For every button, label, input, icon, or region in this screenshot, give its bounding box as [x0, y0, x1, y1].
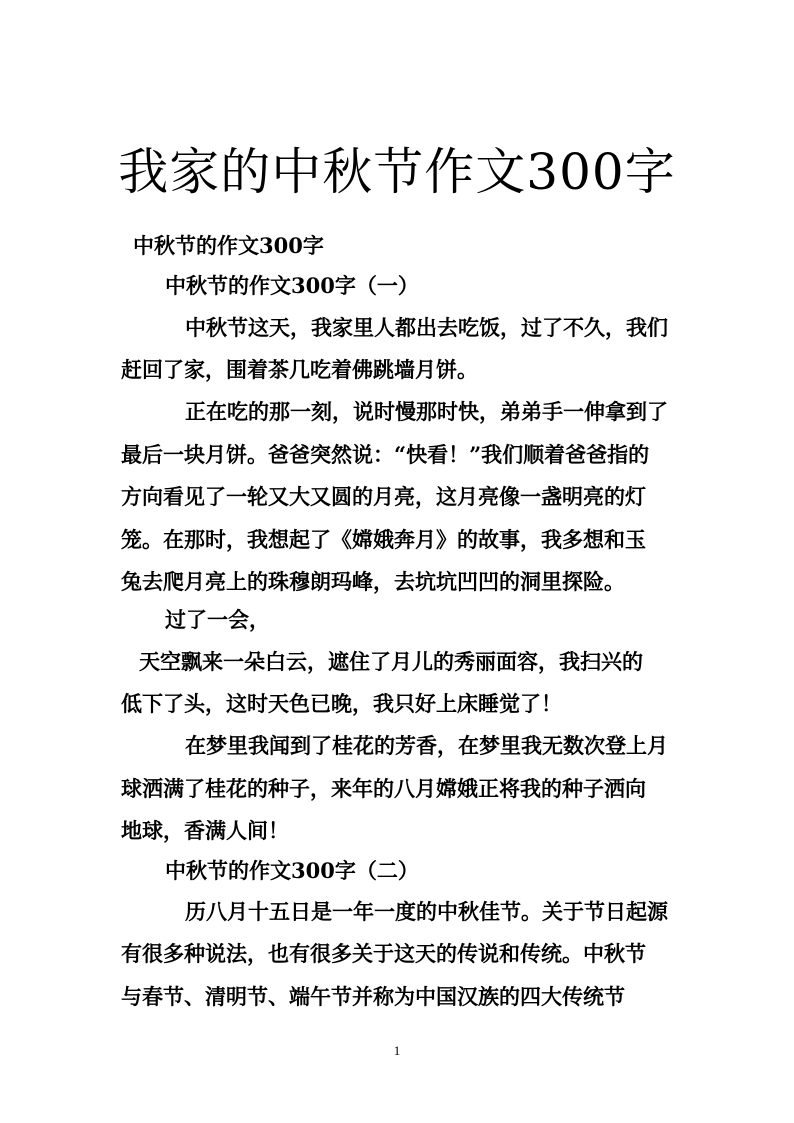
paragraph-2-line-4: 笼。在那时，我想起了《嫦娥奔月》的故事，我多想和玉 [121, 527, 646, 552]
paragraph-5-line-2: 有很多种说法，也有很多关于这天的传说和传统。中秋节 [121, 941, 646, 966]
paragraph-4-line-2: 球洒满了桂花的种子，来年的八月嫦娥正将我的种子洒向 [121, 776, 646, 801]
paragraph-4-line-3: 地球，香满人间！ [121, 818, 289, 843]
paragraph-2-line-5: 兔去爬月亮上的珠穆朗玛峰，去坑坑凹凹的洞里探险。 [121, 569, 625, 594]
paragraph-3-line-1: 过了一会， [165, 607, 270, 632]
paragraph-1-line-2: 赶回了家，围着茶几吃着佛跳墙月饼。 [121, 357, 478, 382]
paragraph-2-line-2: 最后一块月饼。爸爸突然说：“快看！”我们顺着爸爸指的 [121, 442, 650, 467]
section-heading-1: 中秋节的作文300字（一） [165, 273, 419, 298]
section-heading-2: 中秋节的作文300字（二） [165, 858, 419, 883]
paragraph-4-line-1: 在梦里我闻到了桂花的芳香，在梦里我无数次登上月 [185, 733, 668, 758]
subtitle: 中秋节的作文300字 [133, 233, 324, 258]
paragraph-2-line-3: 方向看见了一轮又大又圆的月亮，这月亮像一盏明亮的灯 [121, 484, 646, 509]
paragraph-5-line-1: 历八月十五日是一年一度的中秋佳节。关于节日起源 [185, 899, 668, 924]
document-title: 我家的中秋节作文300字 [118, 143, 676, 201]
paragraph-2-line-1: 正在吃的那一刻，说时慢那时快，弟弟手一伸拿到了 [185, 399, 668, 424]
page-number: 1 [393, 1043, 401, 1058]
paragraph-3-line-3: 低下了头，这时天色已晚，我只好上床睡觉了！ [121, 691, 562, 716]
paragraph-3-line-2: 天空飘来一朵白云，遮住了月儿的秀丽面容，我扫兴的 [139, 649, 643, 674]
paragraph-1-line-1: 中秋节这天，我家里人都出去吃饭，过了不久，我们 [185, 315, 668, 340]
paragraph-5-line-3: 与春节、清明节、端午节并称为中国汉族的四大传统节 [121, 984, 625, 1009]
